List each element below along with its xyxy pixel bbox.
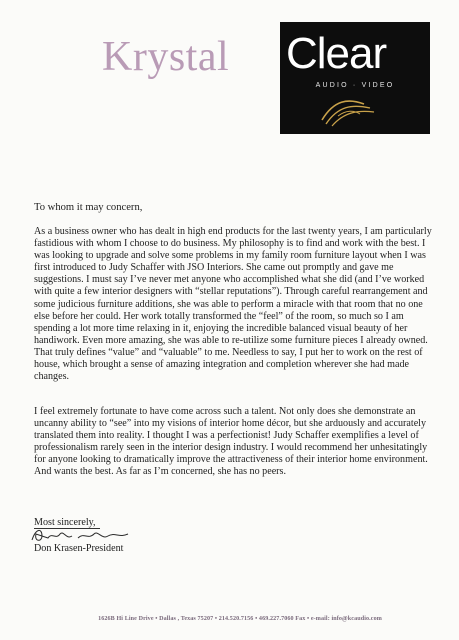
logo-black-box [280, 22, 430, 134]
logo-brand-right: Clear [286, 29, 387, 78]
closing-line: Most sincerely, [34, 517, 96, 528]
swirl-icon [318, 94, 378, 128]
signer-name: Don Krasen-President [34, 543, 124, 554]
body-paragraph-2: I feel extremely fortunate to have come across such a talent. Not only does she demonstrate an uncanny ability to “see” into my visions of interior home décor, but she arduously and accurately translated them into reality. I thought I was a perfectionist! Judy Schaffer exemplifies a level of professionalism rarely seen in the interior design industry. I would recommend her unhesitatingly for anyone looking to dramatically improve the attractiveness of their interior home environment. And wants the best. As far as I’m concerned, she has no peers. [34, 406, 428, 478]
body-paragraph-1: As a business owner who has dealt in high end products for the last twenty years, I am particularly fastidious with whom I choose to do business. My philosophy is to find and work with the best. I was looking to upgrade and solve some problems in my family room furniture layout when I was first introduced to Judy Schaffer with JSO Interiors. She came out promptly and gave me suggestions. I must say I’ve never met anyone who accomplished what she did (and I’ve worked with quite a few interior designers with “stellar reputations”). Through careful rearrangement and some judicious furniture additions, she was able to perform a miracle with that room that no one else before her could. Her work totally transformed the “feel” of the room, so much so I am spending a lot more time relaxing in it, enjoying the incredible balanced visual beauty of her handiwork. Even more amazing, she was able to re-utilize some furniture pieces I already owned. That truly defines “value” and “valuable” to me. Needless to say, I put her to work on the rest of house, which brought a sense of amazing integration and completion wherever she had made changes. [34, 226, 432, 383]
logo-tagline: AUDIO · VIDEO [315, 82, 395, 89]
salutation: To whom it may concern, [34, 202, 143, 213]
logo-brand-left: Krystal [102, 34, 230, 80]
footer-contact-line: 1626B Hi Line Drive • Dallas , Texas 75207 • 214.520.7156 • 469.227.7060 Fax • e-mail: info@kcaudio.com [98, 616, 382, 622]
